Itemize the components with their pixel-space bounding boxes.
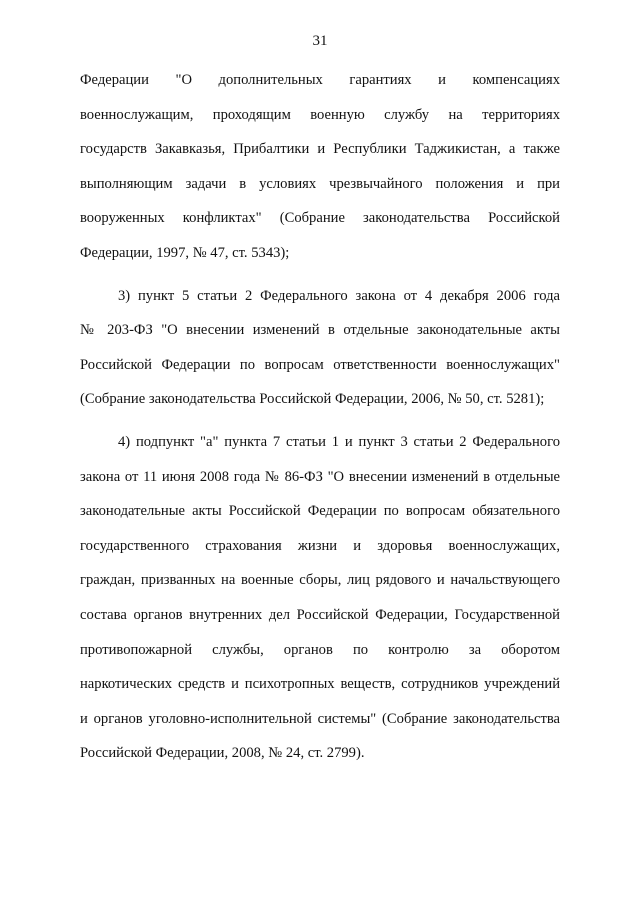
text-line: наркотических средств и психотропных веществ, сотрудников учреждений: [80, 676, 560, 693]
text-line: государств Закавказья, Прибалтики и Республики Таджикистан, а также: [80, 141, 560, 158]
text-line: Российской Федерации, 2008, № 24, ст. 2799).: [80, 745, 365, 762]
text-line: 3) пункт 5 статьи 2 Федерального закона от 4 декабря 2006 года: [118, 287, 560, 304]
text-line: закона от 11 июня 2008 года № 86-ФЗ "О внесении изменений в отдельные: [80, 468, 560, 485]
paragraph-item-4: [80, 428, 560, 774]
paragraph-continuation: [80, 66, 560, 274]
text-line: 4) подпункт "а" пункта 7 статьи 1 и пункт 3 статьи 2 Федерального: [118, 433, 560, 450]
text-line: военнослужащим, проходящим военную службу на территориях: [80, 106, 560, 123]
text-line: законодательные акты Российской Федерации по вопросам обязательного: [80, 503, 560, 520]
text-line: № 203-ФЗ "О внесении изменений в отдельные законодательные акты: [80, 322, 560, 339]
text-line: и органов уголовно-исполнительной системы" (Собрание законодательства: [80, 710, 560, 727]
text-line: Российской Федерации по вопросам ответственности военнослужащих": [80, 356, 560, 373]
text-line: состава органов внутренних дел Российской Федерации, Государственной: [80, 606, 560, 623]
text-line: Федерации, 1997, № 47, ст. 5343);: [80, 244, 290, 261]
text-line: Федерации "О дополнительных гарантиях и компенсациях: [80, 72, 560, 88]
document-body: [80, 66, 560, 774]
text-line: вооруженных конфликтах" (Собрание законодательства Российской: [80, 210, 560, 227]
text-line: государственного страхования жизни и здоровья военнослужащих,: [80, 537, 560, 554]
paragraph-item-3: [80, 282, 560, 420]
page-number: 31: [312, 33, 328, 49]
text-line: граждан, призванных на военные сборы, лиц рядового и начальствующего: [80, 572, 560, 589]
text-line: противопожарной службы, органов по контролю за оборотом: [80, 641, 560, 658]
text-line: выполняющим задачи в условиях чрезвычайного положения и при: [80, 175, 560, 192]
text-line: (Собрание законодательства Российской Федерации, 2006, № 50, ст. 5281);: [80, 391, 545, 408]
